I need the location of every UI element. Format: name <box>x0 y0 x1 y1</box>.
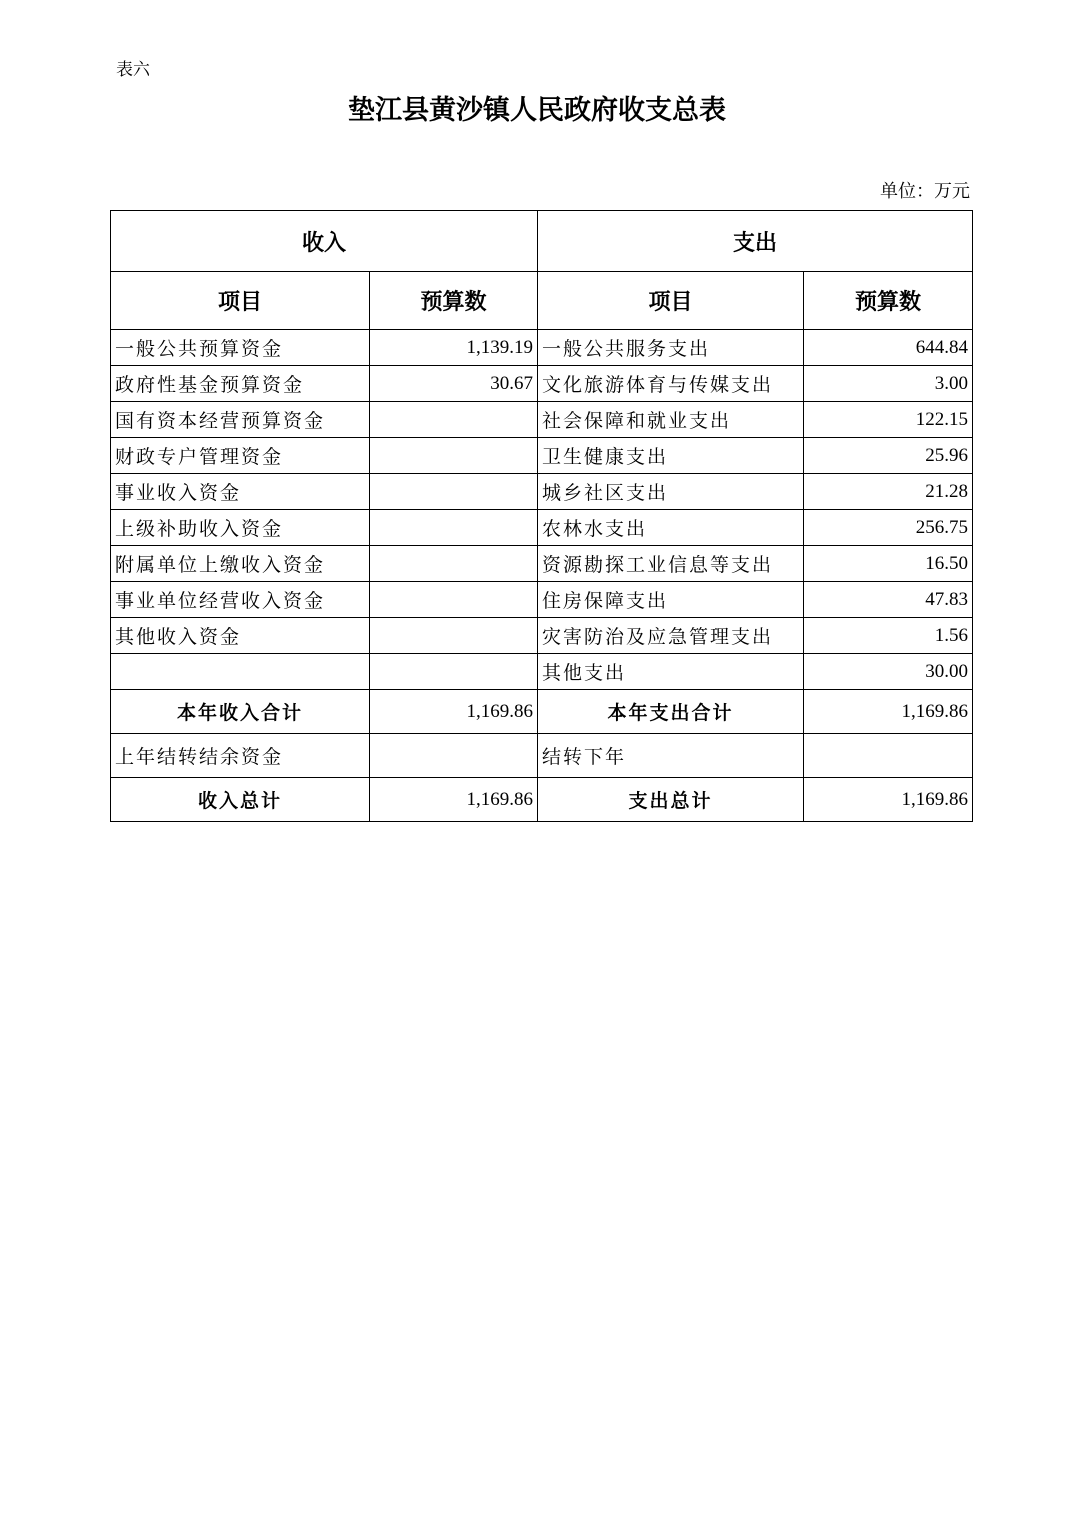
income-value-cell: 1,139.19 <box>370 330 538 366</box>
expense-value-cell: 25.96 <box>804 438 973 474</box>
income-value-cell <box>370 510 538 546</box>
table-row <box>111 510 973 546</box>
income-value-cell <box>370 654 538 690</box>
income-value-cell <box>370 582 538 618</box>
income-value-cell <box>370 474 538 510</box>
income-item-cell: 事业收入资金 <box>111 474 370 510</box>
table-row <box>111 474 973 510</box>
expense-year-total-value: 1,169.86 <box>804 690 973 734</box>
grand-total-row <box>111 778 973 822</box>
carry-income-label: 上年结转结余资金 <box>111 734 370 778</box>
income-grand-total-value: 1,169.86 <box>370 778 538 822</box>
income-section-header: 收入 <box>111 211 538 272</box>
expense-section-header: 支出 <box>538 211 973 272</box>
expense-year-total-label: 本年支出合计 <box>538 690 804 734</box>
table-row <box>111 618 973 654</box>
table-row <box>111 330 973 366</box>
expense-value-cell: 122.15 <box>804 402 973 438</box>
income-item-cell: 附属单位上缴收入资金 <box>111 546 370 582</box>
table-row <box>111 546 973 582</box>
expense-value-cell: 1.56 <box>804 618 973 654</box>
expense-value-cell: 256.75 <box>804 510 973 546</box>
expense-value-cell: 21.28 <box>804 474 973 510</box>
table-number: 表六 <box>116 60 150 80</box>
table-row <box>111 438 973 474</box>
income-year-total-value: 1,169.86 <box>370 690 538 734</box>
column-header-row <box>111 272 973 330</box>
page-title: 垫江县黄沙镇人民政府收支总表 <box>348 95 726 126</box>
expense-item-cell: 农林水支出 <box>538 510 804 546</box>
expense-budget-header: 预算数 <box>804 272 973 330</box>
income-item-cell <box>111 654 370 690</box>
expense-value-cell: 3.00 <box>804 366 973 402</box>
unit-label: 单位：万元 <box>880 181 970 202</box>
income-item-cell: 其他收入资金 <box>111 618 370 654</box>
income-item-header: 项目 <box>111 272 370 330</box>
income-item-cell: 国有资本经营预算资金 <box>111 402 370 438</box>
carry-expense-label: 结转下年 <box>538 734 804 778</box>
table-row <box>111 402 973 438</box>
expense-value-cell: 16.50 <box>804 546 973 582</box>
table-row <box>111 366 973 402</box>
section-header-row <box>111 211 973 272</box>
carry-income-value <box>370 734 538 778</box>
carry-expense-value <box>804 734 973 778</box>
expense-item-cell: 其他支出 <box>538 654 804 690</box>
income-year-total-label: 本年收入合计 <box>111 690 370 734</box>
expense-item-cell: 一般公共服务支出 <box>538 330 804 366</box>
expense-grand-total-value: 1,169.86 <box>804 778 973 822</box>
expense-item-cell: 社会保障和就业支出 <box>538 402 804 438</box>
expense-value-cell: 644.84 <box>804 330 973 366</box>
income-item-cell: 一般公共预算资金 <box>111 330 370 366</box>
expense-item-cell: 住房保障支出 <box>538 582 804 618</box>
income-value-cell <box>370 438 538 474</box>
expense-value-cell: 47.83 <box>804 582 973 618</box>
expense-item-cell: 卫生健康支出 <box>538 438 804 474</box>
expense-grand-total-label: 支出总计 <box>538 778 804 822</box>
year-total-row <box>111 690 973 734</box>
income-value-cell <box>370 618 538 654</box>
expense-item-cell: 资源勘探工业信息等支出 <box>538 546 804 582</box>
carry-over-row <box>111 734 973 778</box>
income-item-cell: 政府性基金预算资金 <box>111 366 370 402</box>
expense-value-cell: 30.00 <box>804 654 973 690</box>
expense-item-cell: 文化旅游体育与传媒支出 <box>538 366 804 402</box>
income-value-cell <box>370 546 538 582</box>
income-value-cell: 30.67 <box>370 366 538 402</box>
expense-item-cell: 灾害防治及应急管理支出 <box>538 618 804 654</box>
income-value-cell <box>370 402 538 438</box>
table-row <box>111 582 973 618</box>
expense-item-header: 项目 <box>538 272 804 330</box>
income-item-cell: 事业单位经营收入资金 <box>111 582 370 618</box>
income-grand-total-label: 收入总计 <box>111 778 370 822</box>
expense-item-cell: 城乡社区支出 <box>538 474 804 510</box>
income-item-cell: 上级补助收入资金 <box>111 510 370 546</box>
income-budget-header: 预算数 <box>370 272 538 330</box>
table-row <box>111 654 973 690</box>
budget-table <box>110 210 973 822</box>
income-item-cell: 财政专户管理资金 <box>111 438 370 474</box>
